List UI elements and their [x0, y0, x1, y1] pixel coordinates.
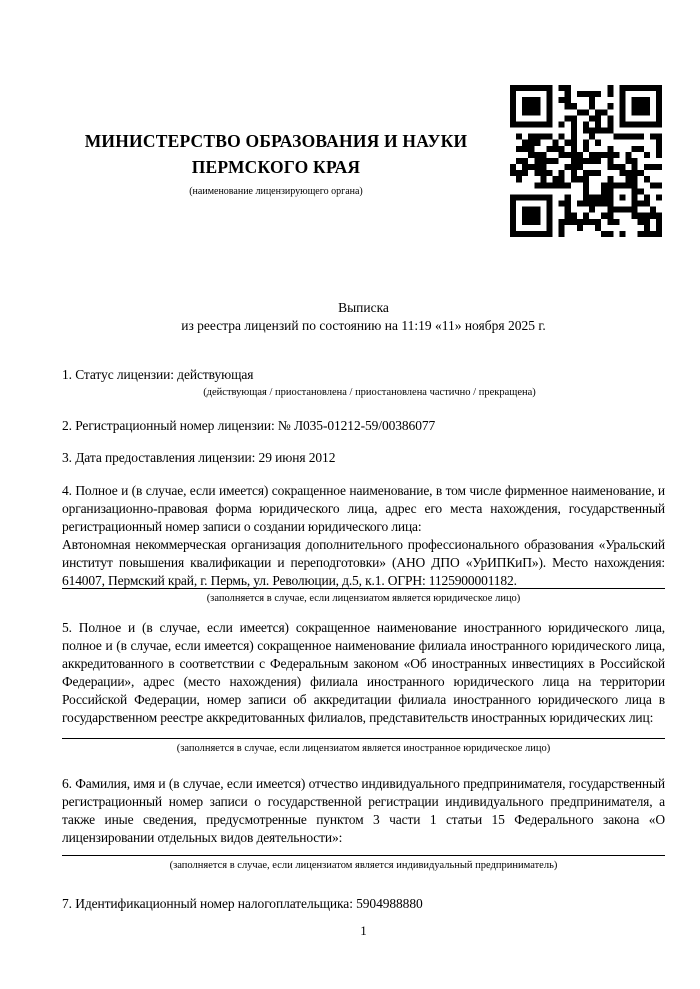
ministry-name-line2: ПЕРМСКОГО КРАЯ [191, 157, 361, 177]
document-title [62, 299, 665, 335]
legal-entity-question: 4. Полное и (в случае, если имеется) сокращенное наименование, в том числе фирменное наименование, и организационно-правовая форма юридического лица, адрес его места нахождения, государственный регистрационный номер записи о создании юридического лица: [62, 483, 665, 534]
document-title-line1: Выписка [338, 300, 389, 315]
grant-date-item: 3. Дата предоставления лицензии: 29 июня 2012 [62, 450, 336, 465]
legal-entity-answer: Автономная некоммерческая организация дополнительного профессионального образования «Уральский институт повышения квалификации и переподготовки» (АНО ДПО «УрИПКиП»). Место нахождения: 614007, Пермский край, г. Пермь, ул. Революции, д.5, к.1. ОГРН: 1125900001182. [62, 537, 665, 588]
legal-entity-caption: (заполняется в случае, если лицензиатом является юридическое лицо) [206, 593, 521, 604]
document-title-line2: из реестра лицензий по состоянию на 11:19 «11» ноября 2025 г. [181, 318, 546, 333]
entrepreneur-question: 6. Фамилия, имя и (в случае, если имеется) отчество индивидуального предпринимателя, государственный регистрационный номер записи о государственной регистрации индивидуального предпринимателя, а также иные сведения, предусмотренные пунктом 3 части 1 статьи 15 Федерального закона «О лицензировании отдельных видов деятельности»: [62, 776, 665, 845]
foreign-entity-caption: (заполняется в случае, если лицензиатом является иностранное юридическое лицо) [176, 743, 551, 754]
inn-item: 7. Идентификационный номер налогоплательщика: 5904988880 [62, 896, 423, 911]
entrepreneur-rule [62, 855, 665, 856]
legal-entity-section [62, 482, 665, 590]
ministry-name-line1: МИНИСТЕРСТВО ОБРАЗОВАНИЯ И НАУКИ [84, 131, 468, 151]
qr-code [510, 85, 662, 237]
page-number: 1 [360, 923, 367, 938]
registration-number-item: 2. Регистрационный номер лицензии: № Л035-01212-59/00386077 [62, 418, 436, 433]
foreign-entity-question: 5. Полное и (в случае, если имеется) сокращенное наименование иностранного юридического лица, полное и (в случае, если имеется) сокращенное наименование филиала иностранного юридического лица, аккредитованного в соответствии с Федеральным законом «Об иностранных инвестициях в Российской Федерации», адрес (место нахождения) филиала иностранного юридического лица на территории Российской Федерации, номер записи об аккредитации филиала иностранного юридического лица в государственном реестре аккредитованных филиалов, представительств иностранных юридических лиц: [62, 620, 665, 725]
foreign-entity-rule [62, 738, 665, 739]
status-options-caption: (действующая / приостановлена / приостановлена частично / прекращена) [203, 387, 536, 398]
ministry-header [62, 128, 490, 199]
ministry-caption: (наименование лицензирующего органа) [189, 186, 363, 197]
entrepreneur-caption: (заполняется в случае, если лицензиатом является индивидуальный предприниматель) [169, 860, 558, 871]
legal-entity-rule [62, 588, 665, 589]
status-item: 1. Статус лицензии: действующая [62, 367, 254, 382]
